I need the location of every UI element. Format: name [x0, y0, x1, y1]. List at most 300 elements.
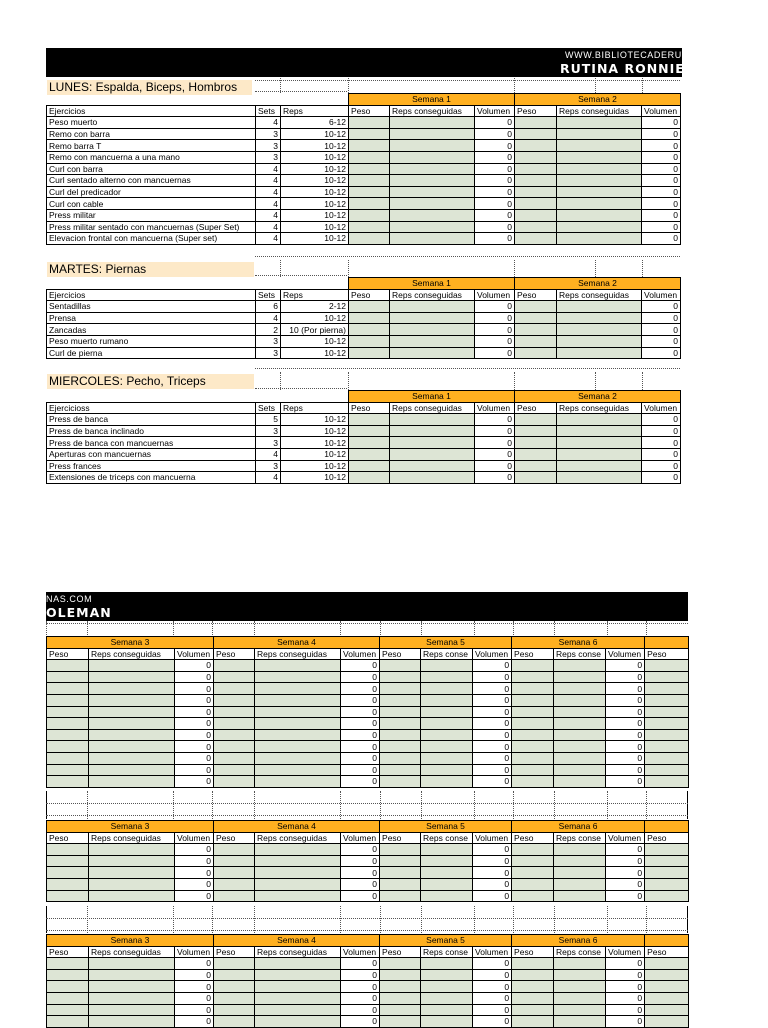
- peso-input[interactable]: [512, 683, 554, 695]
- peso-input[interactable]: [380, 981, 421, 993]
- reps-achieved-input[interactable]: [89, 752, 175, 764]
- table-row: [47, 981, 689, 993]
- peso-input[interactable]: [380, 706, 421, 718]
- reps-achieved-input[interactable]: [89, 718, 175, 730]
- reps-achieved-input[interactable]: [421, 694, 473, 706]
- reps-achieved-input[interactable]: [255, 1016, 341, 1028]
- reps-achieved-input[interactable]: [390, 324, 475, 336]
- peso-input[interactable]: [349, 312, 390, 324]
- peso-input[interactable]: [349, 347, 390, 359]
- peso-input[interactable]: [515, 347, 557, 359]
- reps-achieved-input[interactable]: [255, 981, 341, 993]
- peso-input[interactable]: [380, 992, 421, 1004]
- reps-achieved-input[interactable]: [255, 671, 341, 683]
- peso-input[interactable]: [214, 867, 255, 879]
- peso-input[interactable]: [349, 151, 390, 163]
- peso-input[interactable]: [214, 1004, 255, 1016]
- reps-achieved-input[interactable]: [554, 1016, 606, 1028]
- reps-achieved-input[interactable]: [557, 163, 642, 175]
- peso-input[interactable]: [515, 175, 557, 187]
- reps-achieved-input[interactable]: [255, 969, 341, 981]
- reps-achieved-input[interactable]: [557, 460, 642, 472]
- reps-achieved-input[interactable]: [390, 437, 475, 449]
- reps-achieved-input[interactable]: [390, 163, 475, 175]
- reps-achieved-input[interactable]: [89, 855, 175, 867]
- peso-input[interactable]: [349, 472, 390, 484]
- peso-input[interactable]: [349, 414, 390, 426]
- reps-achieved-input[interactable]: [89, 1016, 175, 1028]
- reps-achieved-input[interactable]: [255, 741, 341, 753]
- peso-input[interactable]: [512, 844, 554, 856]
- reps-achieved-input[interactable]: [554, 992, 606, 1004]
- peso-input[interactable]: [645, 992, 689, 1004]
- reps-achieved-input[interactable]: [557, 472, 642, 484]
- reps-achieved-input[interactable]: [390, 221, 475, 233]
- peso-input[interactable]: [47, 878, 89, 890]
- peso-input[interactable]: [512, 660, 554, 672]
- peso-input[interactable]: [515, 437, 557, 449]
- reps-achieved-input[interactable]: [554, 741, 606, 753]
- peso-input[interactable]: [380, 878, 421, 890]
- reps-achieved-input[interactable]: [557, 175, 642, 187]
- peso-input[interactable]: [214, 855, 255, 867]
- peso-input[interactable]: [47, 718, 89, 730]
- peso-input[interactable]: [47, 660, 89, 672]
- reps-achieved-input[interactable]: [89, 958, 175, 970]
- peso-input[interactable]: [515, 163, 557, 175]
- peso-input[interactable]: [645, 1004, 689, 1016]
- reps-achieved-input[interactable]: [255, 776, 341, 788]
- peso-input[interactable]: [47, 844, 89, 856]
- gridline: [513, 621, 514, 635]
- peso-input[interactable]: [47, 958, 89, 970]
- peso-input[interactable]: [515, 221, 557, 233]
- reps-achieved-input[interactable]: [89, 992, 175, 1004]
- reps-achieved-input[interactable]: [554, 718, 606, 730]
- reps-achieved-input[interactable]: [554, 844, 606, 856]
- reps-achieved-input[interactable]: [557, 425, 642, 437]
- reps-achieved-input[interactable]: [390, 209, 475, 221]
- reps-achieved-input[interactable]: [557, 448, 642, 460]
- peso-input[interactable]: [512, 1016, 554, 1028]
- reps-achieved-input[interactable]: [421, 1004, 473, 1016]
- peso-input[interactable]: [349, 324, 390, 336]
- peso-input[interactable]: [515, 324, 557, 336]
- reps-achieved-input[interactable]: [390, 460, 475, 472]
- reps-achieved-input[interactable]: [89, 981, 175, 993]
- peso-input[interactable]: [512, 706, 554, 718]
- reps-achieved-input[interactable]: [421, 764, 473, 776]
- peso-input[interactable]: [512, 694, 554, 706]
- peso-input[interactable]: [47, 867, 89, 879]
- peso-input[interactable]: [47, 706, 89, 718]
- reps-achieved-input[interactable]: [390, 151, 475, 163]
- peso-input[interactable]: [349, 425, 390, 437]
- peso-input[interactable]: [380, 683, 421, 695]
- reps-achieved-input[interactable]: [255, 694, 341, 706]
- peso-input[interactable]: [645, 752, 689, 764]
- reps-achieved-input[interactable]: [390, 335, 475, 347]
- peso-input[interactable]: [515, 335, 557, 347]
- reps-achieved-input[interactable]: [421, 718, 473, 730]
- peso-input[interactable]: [512, 969, 554, 981]
- peso-input[interactable]: [214, 844, 255, 856]
- peso-input[interactable]: [512, 867, 554, 879]
- reps-achieved-input[interactable]: [89, 890, 175, 902]
- peso-input[interactable]: [349, 175, 390, 187]
- peso-input[interactable]: [214, 764, 255, 776]
- peso-input[interactable]: [214, 958, 255, 970]
- peso-input[interactable]: [512, 764, 554, 776]
- reps-achieved-input[interactable]: [255, 867, 341, 879]
- peso-input[interactable]: [349, 117, 390, 129]
- peso-input[interactable]: [515, 460, 557, 472]
- peso-input[interactable]: [380, 671, 421, 683]
- reps-achieved-input[interactable]: [557, 437, 642, 449]
- reps-achieved-input[interactable]: [421, 878, 473, 890]
- peso-input[interactable]: [645, 671, 689, 683]
- week-header: Semana 1: [349, 94, 515, 106]
- peso-input[interactable]: [512, 718, 554, 730]
- peso-input[interactable]: [515, 186, 557, 198]
- peso-input[interactable]: [515, 151, 557, 163]
- reps-achieved-input[interactable]: [255, 958, 341, 970]
- reps-achieved-input[interactable]: [554, 981, 606, 993]
- peso-input[interactable]: [515, 233, 557, 245]
- reps-achieved-input[interactable]: [390, 186, 475, 198]
- reps-achieved-input[interactable]: [390, 347, 475, 359]
- peso-input[interactable]: [515, 198, 557, 210]
- reps-achieved-input[interactable]: [89, 729, 175, 741]
- peso-input[interactable]: [645, 706, 689, 718]
- reps-achieved-input[interactable]: [557, 151, 642, 163]
- peso-input[interactable]: [47, 776, 89, 788]
- peso-input[interactable]: [214, 776, 255, 788]
- gridline: [87, 791, 88, 819]
- peso-input[interactable]: [645, 958, 689, 970]
- peso-input[interactable]: [380, 764, 421, 776]
- reps-achieved-input[interactable]: [554, 764, 606, 776]
- reps-achieved-input[interactable]: [421, 706, 473, 718]
- peso-input[interactable]: [47, 981, 89, 993]
- reps-achieved-input[interactable]: [554, 694, 606, 706]
- peso-input[interactable]: [512, 855, 554, 867]
- reps-achieved-input[interactable]: [89, 867, 175, 879]
- reps-achieved-input[interactable]: [89, 764, 175, 776]
- reps-achieved-input[interactable]: [421, 855, 473, 867]
- reps-achieved-input[interactable]: [390, 425, 475, 437]
- reps-achieved-input[interactable]: [89, 969, 175, 981]
- reps-achieved-input[interactable]: [421, 660, 473, 672]
- peso-input[interactable]: [512, 992, 554, 1004]
- volume-cell: 0: [606, 729, 645, 741]
- reps-achieved-input[interactable]: [390, 233, 475, 245]
- peso-input[interactable]: [349, 209, 390, 221]
- reps-achieved-input[interactable]: [557, 414, 642, 426]
- reps-achieved-input[interactable]: [89, 878, 175, 890]
- peso-input[interactable]: [512, 958, 554, 970]
- reps-achieved-input[interactable]: [421, 992, 473, 1004]
- peso-input[interactable]: [214, 706, 255, 718]
- reps-achieved-input[interactable]: [255, 683, 341, 695]
- reps-achieved-input[interactable]: [554, 969, 606, 981]
- peso-input[interactable]: [47, 890, 89, 902]
- peso-input[interactable]: [380, 718, 421, 730]
- peso-input[interactable]: [47, 855, 89, 867]
- reps-achieved-input[interactable]: [89, 741, 175, 753]
- reps-achieved-input[interactable]: [89, 671, 175, 683]
- peso-input[interactable]: [515, 301, 557, 313]
- peso-input[interactable]: [645, 729, 689, 741]
- peso-input[interactable]: [349, 221, 390, 233]
- reps-achieved-input[interactable]: [421, 729, 473, 741]
- peso-input[interactable]: [47, 764, 89, 776]
- reps-achieved-input[interactable]: [390, 198, 475, 210]
- reps-achieved-input[interactable]: [421, 683, 473, 695]
- reps-achieved-input[interactable]: [421, 981, 473, 993]
- peso-input[interactable]: [47, 683, 89, 695]
- peso-input[interactable]: [214, 992, 255, 1004]
- peso-input[interactable]: [645, 855, 689, 867]
- peso-input[interactable]: [515, 128, 557, 140]
- peso-input[interactable]: [214, 969, 255, 981]
- reps-achieved-input[interactable]: [554, 683, 606, 695]
- peso-input[interactable]: [214, 660, 255, 672]
- reps-achieved-input[interactable]: [421, 844, 473, 856]
- reps-achieved-input[interactable]: [557, 233, 642, 245]
- reps-achieved-input[interactable]: [421, 1016, 473, 1028]
- column-header: Reps conse: [421, 946, 473, 958]
- peso-input[interactable]: [349, 301, 390, 313]
- peso-input[interactable]: [349, 233, 390, 245]
- peso-input[interactable]: [349, 437, 390, 449]
- peso-input[interactable]: [512, 741, 554, 753]
- reps-achieved-input[interactable]: [421, 969, 473, 981]
- reps-achieved-input[interactable]: [255, 729, 341, 741]
- reps-achieved-input[interactable]: [554, 958, 606, 970]
- peso-input[interactable]: [645, 844, 689, 856]
- reps-achieved-input[interactable]: [421, 671, 473, 683]
- peso-input[interactable]: [47, 694, 89, 706]
- peso-input[interactable]: [380, 890, 421, 902]
- peso-input[interactable]: [380, 776, 421, 788]
- reps-achieved-input[interactable]: [554, 752, 606, 764]
- peso-input[interactable]: [515, 312, 557, 324]
- reps-achieved-input[interactable]: [255, 764, 341, 776]
- reps-achieved-input[interactable]: [255, 855, 341, 867]
- reps-achieved-input[interactable]: [554, 1004, 606, 1016]
- peso-input[interactable]: [512, 729, 554, 741]
- peso-input[interactable]: [380, 958, 421, 970]
- peso-input[interactable]: [214, 890, 255, 902]
- peso-input[interactable]: [512, 752, 554, 764]
- peso-input[interactable]: [645, 764, 689, 776]
- peso-input[interactable]: [515, 472, 557, 484]
- reps-achieved-input[interactable]: [390, 140, 475, 152]
- reps-achieved-input[interactable]: [255, 878, 341, 890]
- peso-input[interactable]: [512, 1004, 554, 1016]
- peso-input[interactable]: [349, 198, 390, 210]
- peso-input[interactable]: [380, 969, 421, 981]
- reps-achieved-input[interactable]: [390, 472, 475, 484]
- peso-input[interactable]: [645, 660, 689, 672]
- reps-achieved-input[interactable]: [255, 844, 341, 856]
- peso-input[interactable]: [645, 867, 689, 879]
- peso-input[interactable]: [645, 776, 689, 788]
- reps-achieved-input[interactable]: [421, 958, 473, 970]
- peso-input[interactable]: [214, 878, 255, 890]
- peso-input[interactable]: [380, 855, 421, 867]
- reps-achieved-input[interactable]: [557, 140, 642, 152]
- reps-achieved-input[interactable]: [557, 324, 642, 336]
- peso-input[interactable]: [349, 335, 390, 347]
- table-row: [47, 958, 689, 970]
- reps-achieved-input[interactable]: [390, 312, 475, 324]
- peso-input[interactable]: [645, 878, 689, 890]
- peso-input[interactable]: [349, 140, 390, 152]
- peso-input[interactable]: [380, 1016, 421, 1028]
- reps-achieved-input[interactable]: [554, 867, 606, 879]
- reps-achieved-input[interactable]: [89, 694, 175, 706]
- peso-input[interactable]: [214, 718, 255, 730]
- peso-input[interactable]: [380, 741, 421, 753]
- peso-input[interactable]: [380, 694, 421, 706]
- reps-achieved-input[interactable]: [421, 776, 473, 788]
- peso-input[interactable]: [645, 694, 689, 706]
- reps-achieved-input[interactable]: [390, 414, 475, 426]
- reps-achieved-input[interactable]: [557, 301, 642, 313]
- volume-cell: 0: [175, 958, 214, 970]
- peso-input[interactable]: [214, 729, 255, 741]
- reps-achieved-input[interactable]: [557, 221, 642, 233]
- peso-input[interactable]: [214, 683, 255, 695]
- reps-achieved-input[interactable]: [255, 706, 341, 718]
- reps-achieved-input[interactable]: [554, 855, 606, 867]
- reps-achieved-input[interactable]: [89, 776, 175, 788]
- peso-input[interactable]: [515, 140, 557, 152]
- reps-achieved-input[interactable]: [390, 128, 475, 140]
- reps-achieved-input[interactable]: [390, 175, 475, 187]
- peso-input[interactable]: [645, 718, 689, 730]
- reps-achieved-input[interactable]: [390, 117, 475, 129]
- exercise-name: Sentadillas: [47, 301, 256, 313]
- reps-achieved-input[interactable]: [421, 867, 473, 879]
- peso-input[interactable]: [380, 729, 421, 741]
- peso-input[interactable]: [47, 729, 89, 741]
- peso-input[interactable]: [512, 878, 554, 890]
- reps-achieved-input[interactable]: [89, 683, 175, 695]
- reps-achieved-input[interactable]: [255, 992, 341, 1004]
- peso-input[interactable]: [645, 741, 689, 753]
- peso-input[interactable]: [214, 1016, 255, 1028]
- peso-input[interactable]: [349, 128, 390, 140]
- reps-achieved-input[interactable]: [557, 128, 642, 140]
- peso-input[interactable]: [214, 741, 255, 753]
- reps-achieved-input[interactable]: [89, 706, 175, 718]
- peso-input[interactable]: [515, 414, 557, 426]
- reps-achieved-input[interactable]: [421, 752, 473, 764]
- reps-achieved-input[interactable]: [421, 890, 473, 902]
- peso-input[interactable]: [47, 969, 89, 981]
- volume-cell: 0: [606, 878, 645, 890]
- peso-input[interactable]: [380, 660, 421, 672]
- reps-achieved-input[interactable]: [557, 335, 642, 347]
- peso-input[interactable]: [512, 671, 554, 683]
- peso-input[interactable]: [645, 969, 689, 981]
- peso-input[interactable]: [47, 671, 89, 683]
- reps-cell: 10-12: [281, 163, 349, 175]
- reps-achieved-input[interactable]: [255, 890, 341, 902]
- reps-achieved-input[interactable]: [421, 741, 473, 753]
- reps-achieved-input[interactable]: [255, 752, 341, 764]
- peso-input[interactable]: [47, 1016, 89, 1028]
- peso-input[interactable]: [380, 1004, 421, 1016]
- peso-input[interactable]: [515, 448, 557, 460]
- reps-achieved-input[interactable]: [557, 198, 642, 210]
- peso-input[interactable]: [214, 671, 255, 683]
- peso-input[interactable]: [512, 981, 554, 993]
- reps-achieved-input[interactable]: [557, 312, 642, 324]
- peso-input[interactable]: [645, 981, 689, 993]
- reps-achieved-input[interactable]: [554, 890, 606, 902]
- reps-achieved-input[interactable]: [554, 878, 606, 890]
- table-row: [47, 186, 681, 198]
- reps-achieved-input[interactable]: [557, 209, 642, 221]
- reps-achieved-input[interactable]: [557, 186, 642, 198]
- reps-achieved-input[interactable]: [255, 660, 341, 672]
- peso-input[interactable]: [349, 186, 390, 198]
- peso-input[interactable]: [645, 683, 689, 695]
- peso-input[interactable]: [349, 448, 390, 460]
- peso-input[interactable]: [47, 992, 89, 1004]
- peso-input[interactable]: [214, 694, 255, 706]
- reps-achieved-input[interactable]: [390, 448, 475, 460]
- reps-achieved-input[interactable]: [554, 660, 606, 672]
- reps-achieved-input[interactable]: [89, 1004, 175, 1016]
- peso-input[interactable]: [47, 752, 89, 764]
- peso-input[interactable]: [380, 867, 421, 879]
- reps-achieved-input[interactable]: [554, 729, 606, 741]
- reps-achieved-input[interactable]: [557, 347, 642, 359]
- peso-input[interactable]: [47, 741, 89, 753]
- reps-achieved-input[interactable]: [390, 301, 475, 313]
- reps-achieved-input[interactable]: [554, 776, 606, 788]
- peso-input[interactable]: [47, 1004, 89, 1016]
- peso-input[interactable]: [214, 752, 255, 764]
- peso-input[interactable]: [349, 163, 390, 175]
- reps-achieved-input[interactable]: [557, 117, 642, 129]
- peso-input[interactable]: [214, 981, 255, 993]
- day-label: MARTES: Piernas: [47, 262, 254, 277]
- peso-input[interactable]: [349, 460, 390, 472]
- reps-achieved-input[interactable]: [89, 660, 175, 672]
- peso-input[interactable]: [515, 117, 557, 129]
- reps-achieved-input[interactable]: [255, 718, 341, 730]
- peso-input[interactable]: [645, 890, 689, 902]
- peso-input[interactable]: [380, 844, 421, 856]
- peso-input[interactable]: [512, 776, 554, 788]
- sets-cell: 4: [256, 175, 281, 187]
- peso-input[interactable]: [515, 425, 557, 437]
- reps-achieved-input[interactable]: [554, 671, 606, 683]
- peso-input[interactable]: [380, 752, 421, 764]
- peso-input[interactable]: [515, 209, 557, 221]
- peso-input[interactable]: [512, 890, 554, 902]
- reps-achieved-input[interactable]: [89, 844, 175, 856]
- reps-achieved-input[interactable]: [255, 1004, 341, 1016]
- peso-input[interactable]: [645, 1016, 689, 1028]
- reps-achieved-input[interactable]: [554, 706, 606, 718]
